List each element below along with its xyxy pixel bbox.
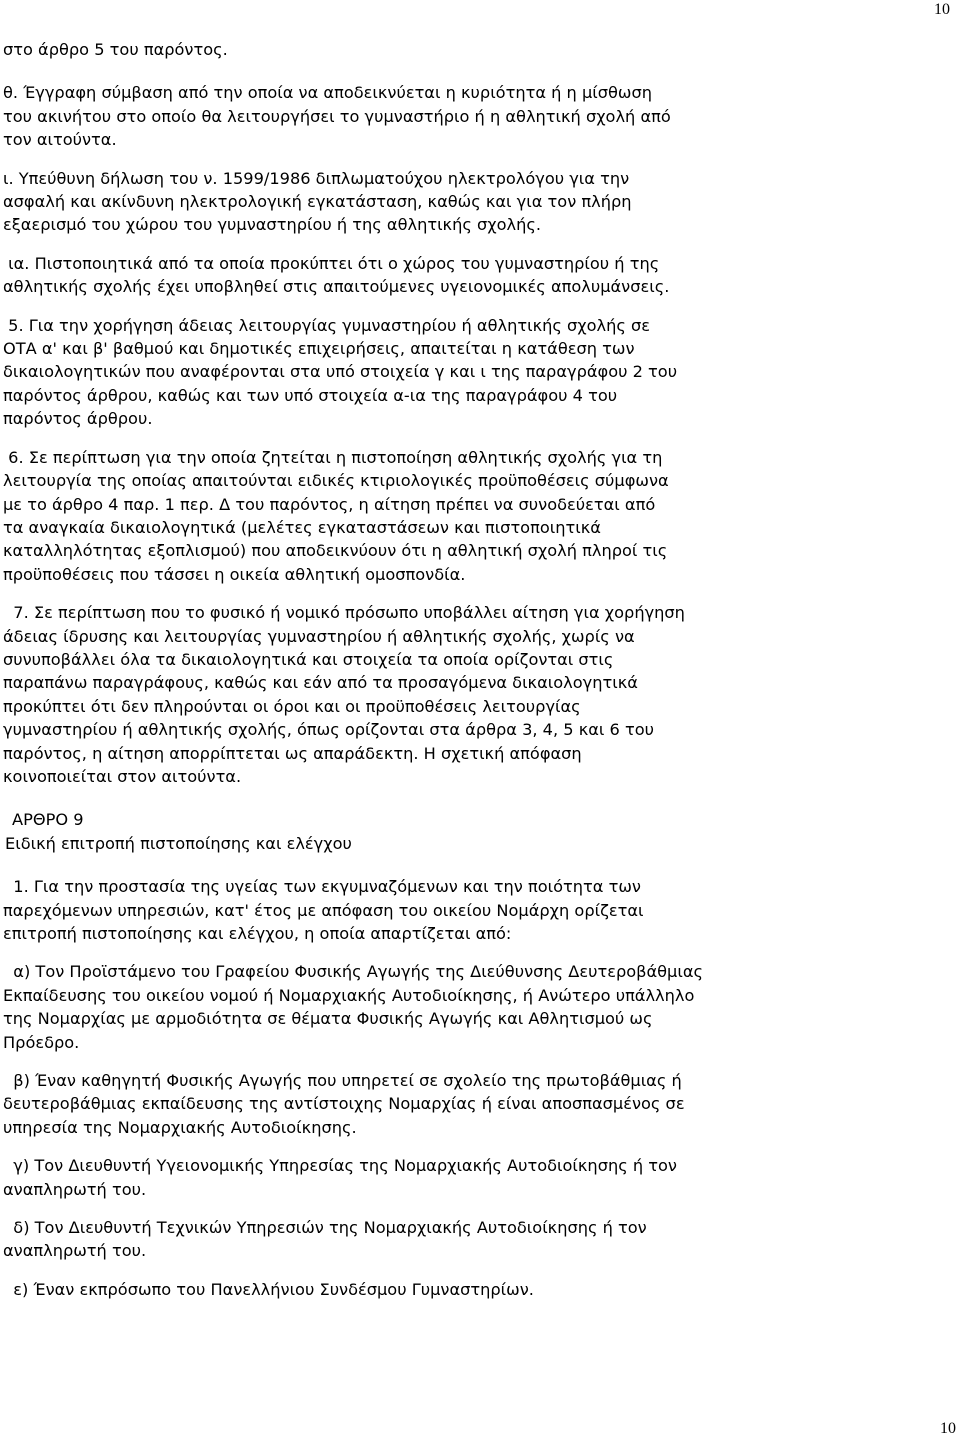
paragraph-item-iota: ι. Υπεύθυνη δήλωση του ν. 1599/1986 διπλωματούχου ηλεκτρολόγου για την ασφαλή και ακίνδυνη ηλεκτρολογική εγκατάσταση, καθώς και για τον πλήρη εξαερισμό του χώρου του γυμναστηρίου ή της αθλητικής σχολής. — [3, 168, 632, 235]
article-heading: ΑΡΘΡΟ 9 — [12, 810, 84, 830]
article-item-gamma: γ) Τον Διευθυντή Υγειονομικής Υπηρεσίας της Νομαρχιακής Αυτοδιοίκησης ή τον αναπληρωτή του. — [3, 1156, 677, 1199]
page-number-bottom: 10 — [940, 1420, 956, 1437]
article-item-alpha: α) Τον Προϊστάμενο του Γραφείου Φυσικής Αγωγής της Διεύθυνσης Δευτεροβάθμιας Εκπαίδευσης του οικείου νομού ή Νομαρχιακής Αυτοδιοίκησης, ή Ανώτερο υπάλληλο της Νομαρχίας με αρμοδιότητα σε θέματα Φυσικής Αγωγής και Αθλητισμού ως Πρόεδρο. — [3, 962, 703, 1052]
article-item-beta: β) Έναν καθηγητή Φυσικής Αγωγής που υπηρετεί σε σχολείο της πρωτοβάθμιας ή δευτεροβάθμιας εκπαίδευσης της αντίστοιχης Νομαρχίας ή είναι αποσπασμένος σε υπηρεσία της Νομαρχιακής Αυτοδιοίκησης. — [3, 1071, 685, 1137]
article-item-epsilon: ε) Έναν εκπρόσωπο του Πανελλήνιου Συνδέσμου Γυμναστηρίων. — [3, 1279, 534, 1299]
paragraph-item-iota-alpha: ια. Πιστοποιητικά από τα οποία προκύπτει ότι ο χώρος του γυμναστηρίου ή της αθλητικής σχολής έχει υποβληθεί στις απαιτούμενες υγειονομικές απολυμάνσεις. — [3, 253, 670, 297]
paragraph-section-7: 7. Σε περίπτωση που το φυσικό ή νομικό πρόσωπο υποβάλλει αίτηση για χορήγηση άδειας ίδρυσης και λειτουργίας γυμναστηρίου ή αθλητικής σχολής, χωρίς να συνυποβάλλει όλα τα δικαιολογητικά και στοιχεία τα οποία ορίζονται στις παραπάνω παραγράφους, καθώς και εάν από τα προσαγόμενα δικαιολογητικά προκύπτει ότι δεν πληρούνται οι όροι και οι προϋποθέσεις λειτουργίας γυμναστηρίου ή αθλητικής σχολής, όπως ορίζονται στα άρθρα 3, 4, 5 και 6 του παρόντος, η αίτηση απορρίπτεται ως απαράδεκτη. Η σχετική απόφαση κοινοποιείται στον αιτούντα. — [3, 603, 685, 786]
paragraph-section-5: 5. Για την χορήγηση άδειας λειτουργίας γυμναστηρίου ή αθλητικής σχολής σε ΟΤΑ α' και β' βαθμού και δημοτικές επιχειρήσεις, απαιτείται η κατάθεση των δικαιολογητικών που αναφέρονται στα υπό στοιχεία γ και ι της παραγράφου 2 του παρόντος άρθρου, καθώς και των υπό στοιχεία α-ια της παραγράφου 4 του παρόντος άρθρου. — [3, 315, 678, 429]
paragraph-item-theta: θ. Έγγραφη σύμβαση από την οποία να αποδεικνύεται η κυριότητα ή η μίσθωση του ακινήτου στο οποίο θα λειτουργήσει το γυμναστήριο ή η αθλητική σχολή από τον αιτούντα. — [3, 83, 671, 150]
page-number-top: 10 — [934, 1, 950, 18]
article-item-delta: δ) Τον Διευθυντή Τεχνικών Υπηρεσιών της Νομαρχιακής Αυτοδιοίκησης ή τον αναπληρωτή του. — [3, 1218, 647, 1261]
document-body — [0, 38, 945, 1301]
article-subheading: Ειδική επιτροπή πιστοποίησης και ελέγχου — [5, 833, 352, 853]
article-paragraph-1: 1. Για την προστασία της υγείας των εκγυμναζόμενων και την ποιότητα των παρεχόμενων υπηρεσιών, κατ' έτος με απόφαση του οικείου Νομάρχη ορίζεται επιτροπή πιστοποίησης και ελέγχου, η οποία απαρτίζεται από: — [3, 877, 644, 943]
paragraph-section-6: 6. Σε περίπτωση για την οποία ζητείται η πιστοποίηση αθλητικής σχολής για τη λειτουργία της οποίας απαιτούνται ειδικές κτιριολογικές προϋποθέσεις σύμφωνα με το άρθρο 4 παρ. 1 περ. Δ του παρόντος, η αίτηση πρέπει να συνοδεύεται από τα αναγκαία δικαιολογητικά (μελέτες εγκαταστάσεων και πιστοποιητικά καταλληλότητας εξοπλισμού) που αποδεικνύουν ότι η αθλητική σχολή πληροί τις προϋποθέσεις που τάσσει η οικεία αθλητική ομοσπονδία. — [3, 447, 669, 584]
paragraph-continuation: στο άρθρο 5 του παρόντος. — [3, 40, 228, 59]
